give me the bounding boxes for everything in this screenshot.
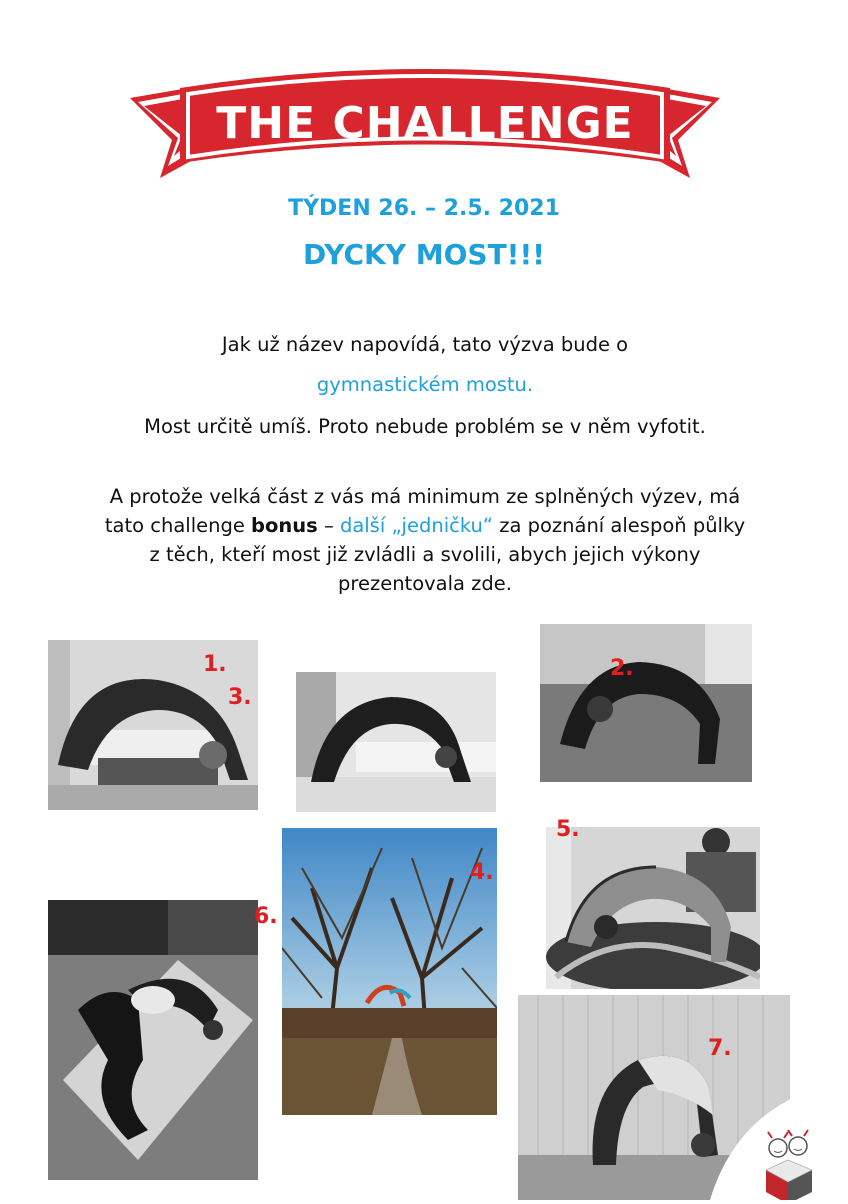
intro-paragraph2: Most určitě umíš. Proto nebude problém se v něm vyfotit.: [144, 415, 706, 438]
p3-part2: za poznání alespoň půlky z těch, kteří most již zvládli a svolili, abych jejich výkony prezentovala zde.: [149, 514, 746, 595]
photo-bridge-6: [48, 900, 258, 1180]
school-logo: [700, 1080, 848, 1200]
label-3: 3.: [228, 685, 252, 710]
label-5: 5.: [556, 817, 580, 842]
challenge-banner: [130, 58, 720, 208]
label-7: 7.: [708, 1036, 732, 1061]
banner-title: THE CHALLENGE: [216, 98, 634, 149]
label-2: 2.: [610, 656, 634, 681]
label-6: 6.: [254, 904, 278, 929]
intro-line1: Jak už název napovídá, tato výzva bude o: [221, 333, 629, 356]
p3-dash: –: [317, 514, 340, 537]
photo-bridge-3: [540, 624, 752, 782]
label-1: 1.: [203, 652, 227, 677]
week-heading: TÝDEN 26. – 2.5. 2021: [288, 196, 560, 221]
p3-part1: A protože velká část z vás má minimum ze splněných výzev, má tato challenge: [104, 485, 741, 537]
intro-line2: gymnastickém mostu.: [316, 373, 534, 396]
bonus-word: bonus: [251, 514, 318, 537]
photo-bridge-2: [296, 672, 496, 812]
photo-bridge-4: [282, 828, 497, 1115]
intro-paragraph3: [100, 482, 750, 598]
photo-bridge-5: [546, 827, 760, 989]
p3-highlight: další „jedničku“: [339, 514, 494, 537]
label-4: 4.: [470, 860, 494, 885]
page-title: DYCKY MOST!!!: [303, 238, 545, 271]
